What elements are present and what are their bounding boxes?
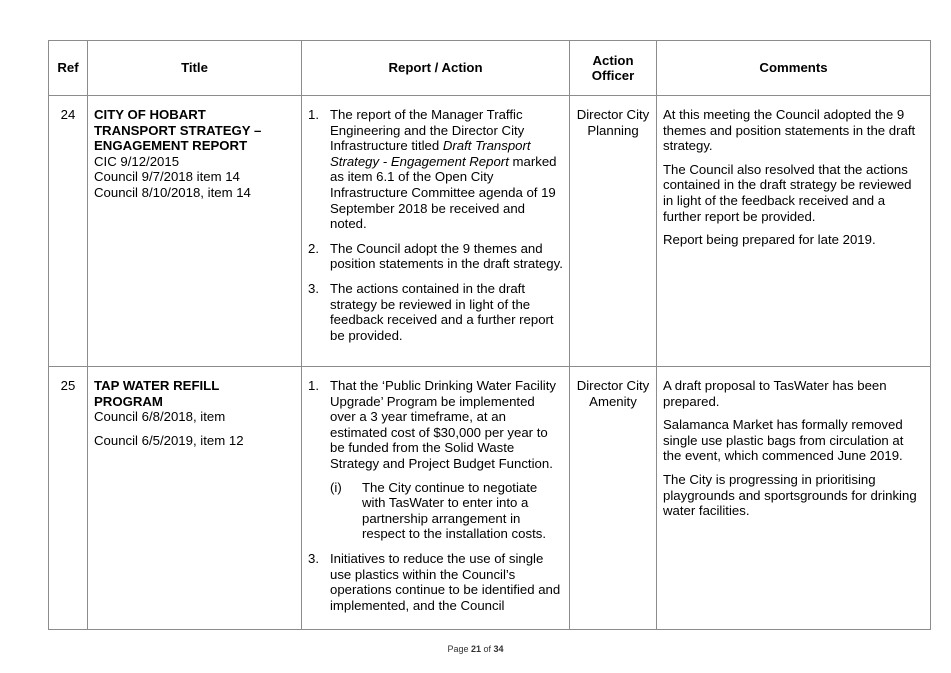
item-number: 1.: [308, 107, 319, 122]
report-list: [308, 107, 563, 343]
item-number: 3.: [308, 550, 319, 566]
comments-cell: [657, 96, 931, 367]
page-footer: [0, 644, 951, 654]
page-total: 34: [493, 644, 504, 654]
officer-line: Director City: [576, 107, 650, 122]
report-list: [308, 378, 563, 613]
header-officer-line2: Officer: [591, 68, 635, 83]
table-row: [49, 96, 931, 367]
list-item: [308, 281, 563, 343]
meta-line: Council 6/5/2019, item 12: [94, 432, 244, 448]
meta-line: Council 8/10/2018, item 14: [94, 184, 251, 200]
table-row: [49, 367, 931, 630]
item-number: 1.: [308, 378, 319, 393]
comment-paragraph: The City is progressing in prioritising playgrounds and sportsgrounds for drinking water facilities.: [663, 471, 917, 519]
title-cell: [88, 96, 302, 367]
page-number: 21: [470, 644, 481, 654]
item-text-block: [330, 378, 563, 542]
title-line: ENGAGEMENT REPORT: [94, 138, 248, 154]
list-item: [308, 378, 563, 542]
item-number: 2.: [308, 240, 319, 256]
meta-line: Council 9/7/2018 item 14: [94, 169, 240, 185]
item-text-part: The report of the Manager Traffic Engineering and the Director City Infrastructure titled: [330, 107, 525, 154]
comment-paragraph: The Council also resolved that the actions contained in the draft strategy be reviewed in light of the feedback received and a further report be provided.: [663, 161, 912, 224]
item-text: The Council adopt the 9 themes and position statements in the draft strategy.: [330, 240, 563, 272]
header-ref: Ref: [49, 41, 88, 96]
sub-item-number: (i): [330, 479, 342, 495]
ref-cell: [49, 367, 88, 630]
ref-value: 25: [60, 378, 76, 393]
officer-line: Amenity: [589, 393, 637, 409]
header-officer-line1: Action: [592, 53, 634, 68]
report-cell: [302, 367, 570, 630]
ref-cell: [49, 96, 88, 367]
comment-paragraph: Report being prepared for late 2019.: [663, 232, 876, 248]
of-label: of: [483, 644, 492, 654]
item-text: Initiatives to reduce the use of single use plastics within the Council’s operations continue to be identified and implemented, and the Council: [330, 550, 561, 613]
title-line: CITY OF HOBART: [94, 107, 206, 122]
item-text: The actions contained in the draft strategy be reviewed in light of the feedback received and a further report be provided.: [330, 280, 554, 343]
sub-item-text: The City continue to negotiate with TasWater to enter into a partnership arrangement in respect to the installation costs.: [362, 479, 546, 542]
officer-line: Planning: [587, 122, 639, 138]
meta-line: Council 6/8/2018, item: [94, 409, 226, 425]
title-line: PROGRAM: [94, 393, 163, 409]
item-text-part: marked as item 6.1 of the Open City Infrastructure Committee agenda of 19 September 2018 be received and noted.: [330, 153, 557, 232]
list-item: [308, 241, 563, 272]
page-label: Page: [447, 644, 469, 654]
comment-paragraph: A draft proposal to TasWater has been prepared.: [663, 378, 887, 409]
item-text: That the ‘Public Drinking Water Facility Upgrade’ Program be implemented over a 3 year timeframe, at an estimated cost of $30,000 per year to be funded from the Solid Waste Strategy and Project Budget Function.: [330, 378, 556, 471]
list-item: [308, 551, 563, 613]
table-header: [49, 41, 931, 96]
officer-cell: [570, 367, 657, 630]
header-report: Report / Action: [302, 41, 570, 96]
title-line: TAP WATER REFILL: [94, 378, 220, 393]
item-text: [330, 107, 563, 232]
sub-item: [330, 480, 563, 542]
item-number: 3.: [308, 280, 319, 296]
header-comments: Comments: [657, 41, 931, 96]
header-officer: [570, 41, 657, 96]
meta-line: CIC 9/12/2015: [94, 153, 180, 169]
report-title-italic: Draft Transport Strategy - Engagement Report: [330, 138, 531, 169]
action-table: [48, 40, 931, 630]
list-item: [308, 107, 563, 232]
comments-cell: [657, 367, 931, 630]
officer-line: Director City: [576, 378, 650, 393]
header-title: Title: [88, 41, 302, 96]
title-line: TRANSPORT STRATEGY –: [94, 122, 262, 138]
officer-cell: [570, 96, 657, 367]
title-cell: [88, 367, 302, 630]
report-cell: [302, 96, 570, 367]
comment-paragraph: Salamanca Market has formally removed single use plastic bags from circulation at the event, which commenced June 2019.: [663, 417, 904, 464]
comment-paragraph: At this meeting the Council adopted the 9 themes and position statements in the draft strategy.: [663, 107, 916, 154]
ref-value: 24: [60, 107, 76, 122]
